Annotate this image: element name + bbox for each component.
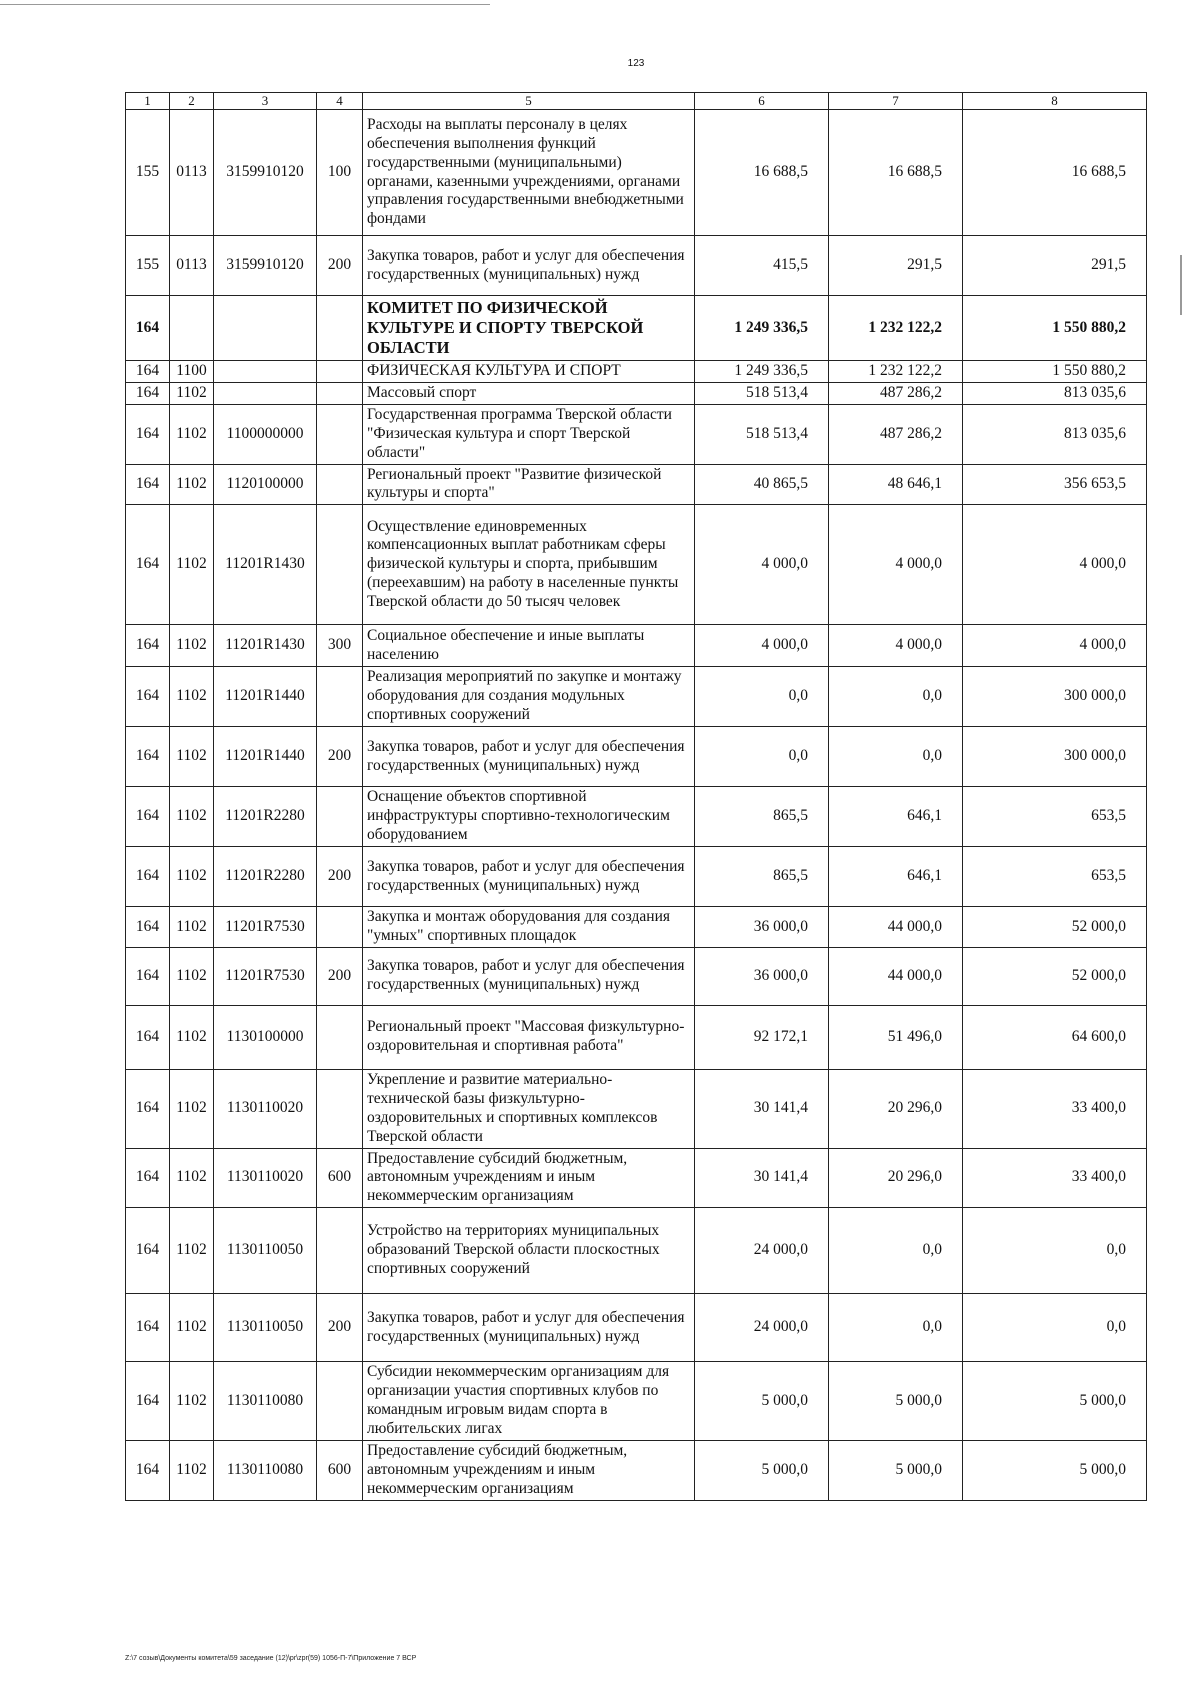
cell-expense-type [317, 1005, 363, 1069]
cell-amount-year1: 5 000,0 [695, 1440, 829, 1500]
table-row [126, 947, 1147, 1005]
cell-amount-year3: 300 000,0 [963, 727, 1147, 787]
table-row [126, 382, 1147, 404]
cell-amount-year3: 356 653,5 [963, 464, 1147, 505]
cell-expense-type [317, 296, 363, 361]
cell-target-article: 1130110050 [214, 1294, 317, 1362]
cell-section-code: 1102 [170, 847, 214, 907]
cell-description: Закупка и монтаж оборудования для создания "умных" спортивных площадок [363, 907, 695, 948]
cell-target-article: 11201R1430 [214, 625, 317, 667]
cell-admin-code: 164 [126, 505, 170, 625]
cell-amount-year2: 0,0 [829, 1294, 963, 1362]
cell-amount-year1: 24 000,0 [695, 1208, 829, 1294]
cell-target-article [214, 361, 317, 383]
cell-description: Субсидии некоммерческим организациям для организации участия спортивных клубов по командным игровым видам спорта в любительских лигах [363, 1362, 695, 1441]
cell-target-article: 1100000000 [214, 404, 317, 464]
cell-description: Оснащение объектов спортивной инфраструктуры спортивно-технологическим оборудованием [363, 787, 695, 847]
cell-expense-type: 200 [317, 1294, 363, 1362]
cell-admin-code: 164 [126, 947, 170, 1005]
cell-description: Устройство на территориях муниципальных образований Тверской области плоскостных спортивных сооружений [363, 1208, 695, 1294]
cell-amount-year1: 30 141,4 [695, 1069, 829, 1148]
cell-amount-year2: 0,0 [829, 727, 963, 787]
cell-amount-year2: 51 496,0 [829, 1005, 963, 1069]
cell-expense-type [317, 464, 363, 505]
cell-section-code: 1102 [170, 404, 214, 464]
cell-admin-code: 164 [126, 1294, 170, 1362]
cell-admin-code: 164 [126, 907, 170, 948]
cell-amount-year2: 20 296,0 [829, 1148, 963, 1208]
cell-description: Социальное обеспечение и иные выплаты населению [363, 625, 695, 667]
cell-amount-year3: 653,5 [963, 847, 1147, 907]
cell-amount-year1: 415,5 [695, 236, 829, 296]
cell-section-code: 1102 [170, 667, 214, 727]
cell-amount-year3: 0,0 [963, 1294, 1147, 1362]
cell-amount-year1: 0,0 [695, 727, 829, 787]
cell-target-article: 1130100000 [214, 1005, 317, 1069]
cell-admin-code: 164 [126, 625, 170, 667]
cell-amount-year3: 4 000,0 [963, 625, 1147, 667]
cell-section-code: 0113 [170, 110, 214, 236]
cell-amount-year3: 0,0 [963, 1208, 1147, 1294]
cell-amount-year1: 24 000,0 [695, 1294, 829, 1362]
cell-expense-type [317, 787, 363, 847]
cell-amount-year3: 16 688,5 [963, 110, 1147, 236]
cell-description: ФИЗИЧЕСКАЯ КУЛЬТУРА И СПОРТ [363, 361, 695, 383]
cell-section-code: 1102 [170, 1440, 214, 1500]
cell-amount-year1: 36 000,0 [695, 907, 829, 948]
cell-expense-type: 600 [317, 1148, 363, 1208]
cell-amount-year3: 33 400,0 [963, 1148, 1147, 1208]
cell-amount-year3: 33 400,0 [963, 1069, 1147, 1148]
cell-expense-type [317, 382, 363, 404]
cell-description: Региональный проект "Массовая физкультурно-оздоровительная и спортивная работа" [363, 1005, 695, 1069]
table-row [126, 1208, 1147, 1294]
cell-amount-year2: 487 286,2 [829, 404, 963, 464]
column-header: 5 [363, 93, 695, 110]
table-row [126, 505, 1147, 625]
cell-amount-year1: 4 000,0 [695, 625, 829, 667]
cell-amount-year2: 48 646,1 [829, 464, 963, 505]
cell-amount-year2: 4 000,0 [829, 625, 963, 667]
cell-expense-type [317, 1069, 363, 1148]
cell-amount-year1: 1 249 336,5 [695, 296, 829, 361]
cell-expense-type: 200 [317, 947, 363, 1005]
cell-amount-year3: 5 000,0 [963, 1362, 1147, 1441]
cell-expense-type: 200 [317, 236, 363, 296]
cell-target-article: 1130110080 [214, 1440, 317, 1500]
table-row [126, 1294, 1147, 1362]
cell-section-code: 1102 [170, 787, 214, 847]
cell-admin-code: 164 [126, 787, 170, 847]
cell-admin-code: 164 [126, 404, 170, 464]
cell-target-article: 11201R1440 [214, 667, 317, 727]
cell-expense-type: 100 [317, 110, 363, 236]
cell-amount-year2: 1 232 122,2 [829, 361, 963, 383]
cell-description: КОМИТЕТ ПО ФИЗИЧЕСКОЙ КУЛЬТУРЕ И СПОРТУ ТВЕРСКОЙ ОБЛАСТИ [363, 296, 695, 361]
table-row [126, 1362, 1147, 1441]
table-row [126, 404, 1147, 464]
cell-amount-year1: 518 513,4 [695, 382, 829, 404]
column-header: 1 [126, 93, 170, 110]
cell-expense-type [317, 1362, 363, 1441]
cell-section-code: 1102 [170, 625, 214, 667]
table-row [126, 1440, 1147, 1500]
cell-expense-type [317, 505, 363, 625]
table-row [126, 236, 1147, 296]
cell-amount-year3: 813 035,6 [963, 382, 1147, 404]
cell-description: Закупка товаров, работ и услуг для обеспечения государственных (муниципальных) нужд [363, 847, 695, 907]
cell-amount-year1: 40 865,5 [695, 464, 829, 505]
cell-admin-code: 164 [126, 1069, 170, 1148]
table-row [126, 787, 1147, 847]
cell-amount-year3: 300 000,0 [963, 667, 1147, 727]
column-header: 7 [829, 93, 963, 110]
cell-admin-code: 164 [126, 847, 170, 907]
cell-amount-year1: 0,0 [695, 667, 829, 727]
cell-admin-code: 164 [126, 1440, 170, 1500]
cell-expense-type: 200 [317, 847, 363, 907]
cell-amount-year2: 44 000,0 [829, 907, 963, 948]
cell-target-article: 11201R2280 [214, 787, 317, 847]
cell-description: Массовый спорт [363, 382, 695, 404]
cell-section-code: 1102 [170, 505, 214, 625]
column-header: 6 [695, 93, 829, 110]
cell-amount-year1: 36 000,0 [695, 947, 829, 1005]
column-header: 4 [317, 93, 363, 110]
cell-admin-code: 164 [126, 464, 170, 505]
cell-amount-year2: 0,0 [829, 667, 963, 727]
cell-amount-year2: 5 000,0 [829, 1440, 963, 1500]
cell-expense-type [317, 404, 363, 464]
column-header: 3 [214, 93, 317, 110]
cell-section-code: 1100 [170, 361, 214, 383]
cell-amount-year1: 865,5 [695, 787, 829, 847]
table-row [126, 727, 1147, 787]
cell-target-article: 11201R2280 [214, 847, 317, 907]
cell-amount-year3: 291,5 [963, 236, 1147, 296]
cell-section-code: 1102 [170, 1005, 214, 1069]
cell-amount-year2: 291,5 [829, 236, 963, 296]
cell-section-code: 0113 [170, 236, 214, 296]
cell-amount-year1: 30 141,4 [695, 1148, 829, 1208]
cell-amount-year1: 16 688,5 [695, 110, 829, 236]
cell-description: Осуществление единовременных компенсационных выплат работникам сферы физической культуры и спорта, прибывшим (переехавшим) на работу в населенные пункты Тверской области до 50 тысяч человек [363, 505, 695, 625]
cell-description: Закупка товаров, работ и услуг для обеспечения государственных (муниципальных) нужд [363, 947, 695, 1005]
header-row [126, 93, 1147, 110]
cell-admin-code: 164 [126, 1148, 170, 1208]
cell-admin-code: 155 [126, 110, 170, 236]
cell-amount-year3: 5 000,0 [963, 1440, 1147, 1500]
cell-target-article: 1130110050 [214, 1208, 317, 1294]
cell-admin-code: 164 [126, 382, 170, 404]
cell-amount-year1: 92 172,1 [695, 1005, 829, 1069]
cell-description: Предоставление субсидий бюджетным, автономным учреждениям и иным некоммерческим организациям [363, 1148, 695, 1208]
cell-amount-year3: 653,5 [963, 787, 1147, 847]
cell-amount-year3: 4 000,0 [963, 505, 1147, 625]
cell-target-article: 11201R7530 [214, 907, 317, 948]
cell-section-code: 1102 [170, 1069, 214, 1148]
cell-amount-year2: 646,1 [829, 787, 963, 847]
cell-description: Реализация мероприятий по закупке и монтажу оборудования для создания модульных спортивных сооружений [363, 667, 695, 727]
cell-expense-type [317, 361, 363, 383]
cell-admin-code: 164 [126, 296, 170, 361]
cell-target-article [214, 382, 317, 404]
file-path-footer: Z:\7 созыв\Документы комитета\59 заседание (12)\pr\zpr(59) 1056-П-7\Приложение 7 ВСР [125, 1655, 417, 1662]
cell-expense-type: 300 [317, 625, 363, 667]
cell-amount-year3: 52 000,0 [963, 907, 1147, 948]
cell-amount-year2: 646,1 [829, 847, 963, 907]
cell-admin-code: 164 [126, 1005, 170, 1069]
scan-top-line [0, 4, 490, 5]
cell-amount-year2: 16 688,5 [829, 110, 963, 236]
cell-target-article: 11201R7530 [214, 947, 317, 1005]
table-row [126, 464, 1147, 505]
cell-section-code [170, 296, 214, 361]
cell-amount-year1: 1 249 336,5 [695, 361, 829, 383]
cell-target-article: 1130110080 [214, 1362, 317, 1441]
cell-description: Закупка товаров, работ и услуг для обеспечения государственных (муниципальных) нужд [363, 727, 695, 787]
cell-description: Предоставление субсидий бюджетным, автономным учреждениям и иным некоммерческим организациям [363, 1440, 695, 1500]
scan-edge-mark [1180, 255, 1182, 315]
cell-section-code: 1102 [170, 727, 214, 787]
cell-amount-year3: 64 600,0 [963, 1005, 1147, 1069]
cell-expense-type [317, 1208, 363, 1294]
cell-target-article: 1130110020 [214, 1069, 317, 1148]
cell-target-article [214, 296, 317, 361]
cell-target-article: 3159910120 [214, 236, 317, 296]
cell-section-code: 1102 [170, 1148, 214, 1208]
table-row [126, 361, 1147, 383]
table-row [126, 1069, 1147, 1148]
cell-target-article: 11201R1440 [214, 727, 317, 787]
cell-amount-year1: 865,5 [695, 847, 829, 907]
cell-section-code: 1102 [170, 382, 214, 404]
cell-amount-year2: 5 000,0 [829, 1362, 963, 1441]
cell-amount-year2: 0,0 [829, 1208, 963, 1294]
cell-target-article: 11201R1430 [214, 505, 317, 625]
cell-description: Расходы на выплаты персоналу в целях обеспечения выполнения функций государственными (муниципальными) органами, казенными учреждениями, органами управления государственными внебюджетными фондами [363, 110, 695, 236]
cell-expense-type: 200 [317, 727, 363, 787]
cell-admin-code: 155 [126, 236, 170, 296]
cell-amount-year1: 5 000,0 [695, 1362, 829, 1441]
cell-amount-year3: 1 550 880,2 [963, 296, 1147, 361]
cell-section-code: 1102 [170, 907, 214, 948]
table-row [126, 110, 1147, 236]
cell-target-article: 1130110020 [214, 1148, 317, 1208]
cell-amount-year3: 813 035,6 [963, 404, 1147, 464]
cell-amount-year1: 4 000,0 [695, 505, 829, 625]
budget-table [125, 92, 1147, 1501]
cell-admin-code: 164 [126, 1362, 170, 1441]
cell-expense-type [317, 667, 363, 727]
cell-section-code: 1102 [170, 1208, 214, 1294]
cell-description: Государственная программа Тверской области "Физическая культура и спорт Тверской области" [363, 404, 695, 464]
cell-admin-code: 164 [126, 1208, 170, 1294]
cell-description: Региональный проект "Развитие физической культуры и спорта" [363, 464, 695, 505]
cell-amount-year1: 518 513,4 [695, 404, 829, 464]
cell-description: Укрепление и развитие материально-технической базы физкультурно-оздоровительных и спортивных комплексов Тверской области [363, 1069, 695, 1148]
cell-expense-type: 600 [317, 1440, 363, 1500]
table-row [126, 847, 1147, 907]
cell-section-code: 1102 [170, 1362, 214, 1441]
cell-admin-code: 164 [126, 727, 170, 787]
cell-section-code: 1102 [170, 464, 214, 505]
column-header: 2 [170, 93, 214, 110]
cell-description: Закупка товаров, работ и услуг для обеспечения государственных (муниципальных) нужд [363, 236, 695, 296]
cell-amount-year3: 1 550 880,2 [963, 361, 1147, 383]
cell-amount-year2: 44 000,0 [829, 947, 963, 1005]
table-row [126, 667, 1147, 727]
table-row [126, 1148, 1147, 1208]
cell-section-code: 1102 [170, 947, 214, 1005]
cell-expense-type [317, 907, 363, 948]
cell-description: Закупка товаров, работ и услуг для обеспечения государственных (муниципальных) нужд [363, 1294, 695, 1362]
table-row [126, 296, 1147, 361]
cell-target-article: 1120100000 [214, 464, 317, 505]
cell-amount-year2: 487 286,2 [829, 382, 963, 404]
page-number: 123 [627, 58, 645, 69]
cell-target-article: 3159910120 [214, 110, 317, 236]
table-row [126, 625, 1147, 667]
column-header: 8 [963, 93, 1147, 110]
cell-amount-year2: 1 232 122,2 [829, 296, 963, 361]
table-row [126, 907, 1147, 948]
cell-section-code: 1102 [170, 1294, 214, 1362]
cell-amount-year2: 4 000,0 [829, 505, 963, 625]
cell-amount-year2: 20 296,0 [829, 1069, 963, 1148]
cell-amount-year3: 52 000,0 [963, 947, 1147, 1005]
cell-admin-code: 164 [126, 667, 170, 727]
table-row [126, 1005, 1147, 1069]
cell-admin-code: 164 [126, 361, 170, 383]
